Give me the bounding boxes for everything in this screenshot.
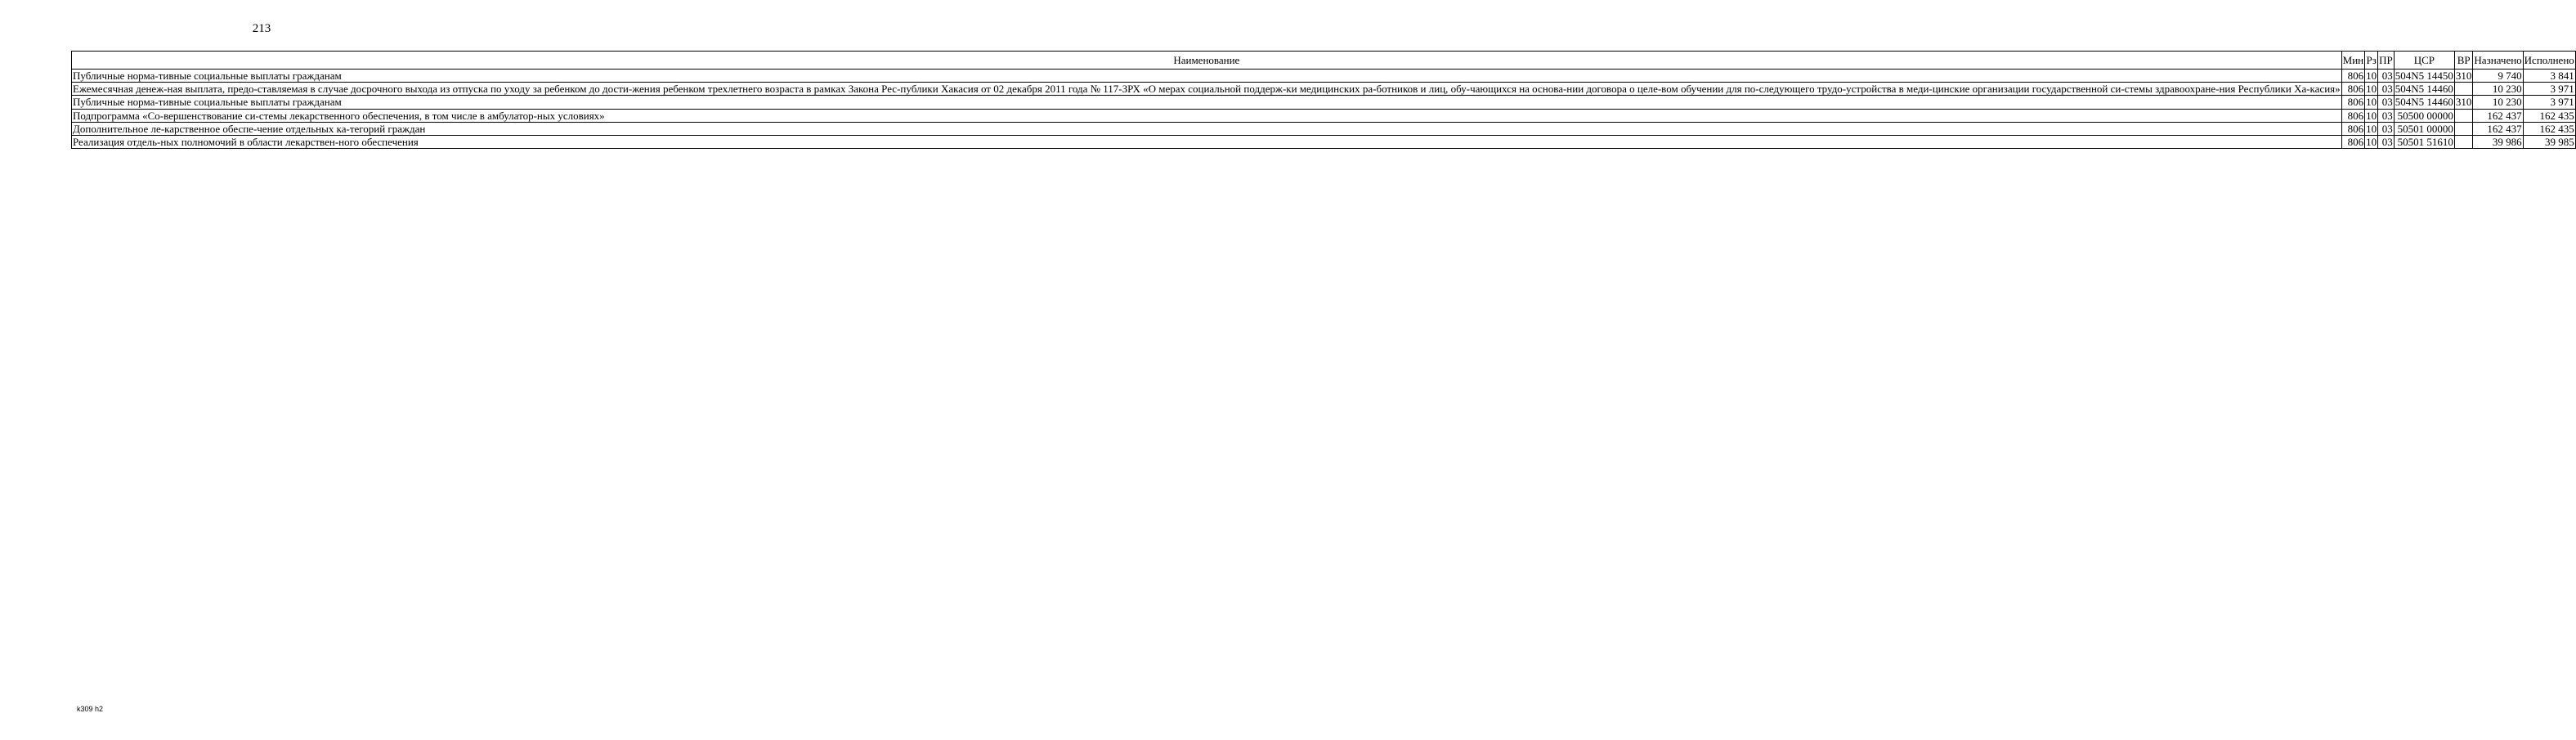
row-executed: 39 985 [2523,136,2575,149]
footer-code: k309 h2 [77,705,104,713]
row-vr: 310 [2455,70,2472,82]
row-rz: 10 [2366,109,2377,122]
row-csr: 504N5 14460 [2395,96,2453,109]
table-row [72,96,2576,109]
row-planned: 10 230 [2473,83,2523,96]
row-csr: 50501 00000 [2394,122,2454,135]
row-pr: 03 [2378,96,2395,109]
table-row [72,109,2576,122]
col-header-name: Наименование [72,52,2342,70]
col-header-executed: Исполнено [2523,52,2575,70]
header-row [72,52,2576,70]
row-planned: 162 437 [2473,109,2523,122]
col-header-vr: ВР [2454,52,2473,70]
row-rz: 10 [2366,96,2377,109]
row-min: 806 [2341,83,2364,96]
row-name: Ежемесячная денеж-ная выплата, предо-ставляемая в случае досрочного выхода из отпуска по уходу за ребенком до дости-жения ребенком трехлетнего возраста в рамках Закона Рес-публики Хакасия от 02 декабря 2011 года № 117-ЗРХ «О мерах социальной поддерж-ки медицинских ра-ботников и лиц, обу-чающихся на основа-нии договора о целе-вом обучении для по-следующего трудо-устройства в меди-цинские организации государственной си-стемы здравоохране-ния Республики Ха-касия» [73,83,2341,96]
row-rz: 10 [2366,136,2377,149]
row-min: 806 [2341,96,2364,109]
row-vr [2454,83,2473,96]
row-min: 806 [2341,136,2364,149]
row-executed: 3 971 [2523,96,2575,109]
row-csr: 504N5 14450 [2395,70,2453,82]
row-pr: 03 [2378,83,2395,96]
row-pr: 03 [2378,136,2395,149]
page-number: 213 [252,22,271,35]
row-rz: 10 [2366,70,2377,82]
row-name: Реализация отдель-ных полномочий в области лекарствен-ного обеспечения [72,136,2342,149]
row-planned: 10 230 [2473,96,2523,109]
row-csr: 50501 51610 [2394,136,2454,149]
row-name: Публичные норма-тивные социальные выплаты гражданам [72,70,2342,83]
row-executed: 162 435 [2523,122,2575,135]
row-pr: 03 [2378,122,2395,135]
table-row [72,136,2576,149]
row-vr: 310 [2455,96,2472,109]
row-name: Публичные норма-тивные социальные выплаты гражданам [72,96,2342,109]
col-header-rz: Рз [2365,52,2378,70]
row-planned: 9 740 [2473,70,2523,83]
row-rz: 10 [2366,83,2377,96]
table-row [72,122,2576,135]
row-vr [2454,122,2473,135]
row-pr: 03 [2378,109,2395,122]
row-csr: 504N5 14460 [2395,83,2453,96]
row-min: 806 [2341,109,2364,122]
row-pr: 03 [2378,70,2395,83]
col-header-pr: ПР [2378,52,2395,70]
col-header-min: Мин [2341,52,2364,70]
row-csr: 50500 00000 [2394,109,2454,122]
row-min: 806 [2341,70,2364,83]
row-executed: 3 841 [2523,70,2575,83]
col-header-csr: ЦСР [2394,52,2454,70]
budget-table [71,51,2576,149]
row-rz: 10 [2366,122,2377,135]
row-vr [2454,109,2473,122]
row-min: 806 [2341,122,2364,135]
row-vr [2454,136,2473,149]
row-name: Подпрограмма «Со-вершенствование си-стемы лекарственного обеспечения, в том числе в амбулатор-ных условиях» [72,109,2342,122]
row-executed: 3 971 [2523,83,2575,96]
row-executed: 162 435 [2523,109,2575,122]
col-header-planned: Назначено [2473,52,2523,70]
row-planned: 162 437 [2473,122,2523,135]
row-planned: 39 986 [2473,136,2523,149]
table-row [72,70,2576,83]
table-row [72,83,2576,96]
row-name: Дополнительное ле-карственное обеспе-чение отдельных ка-тегорий граждан [72,122,2342,135]
